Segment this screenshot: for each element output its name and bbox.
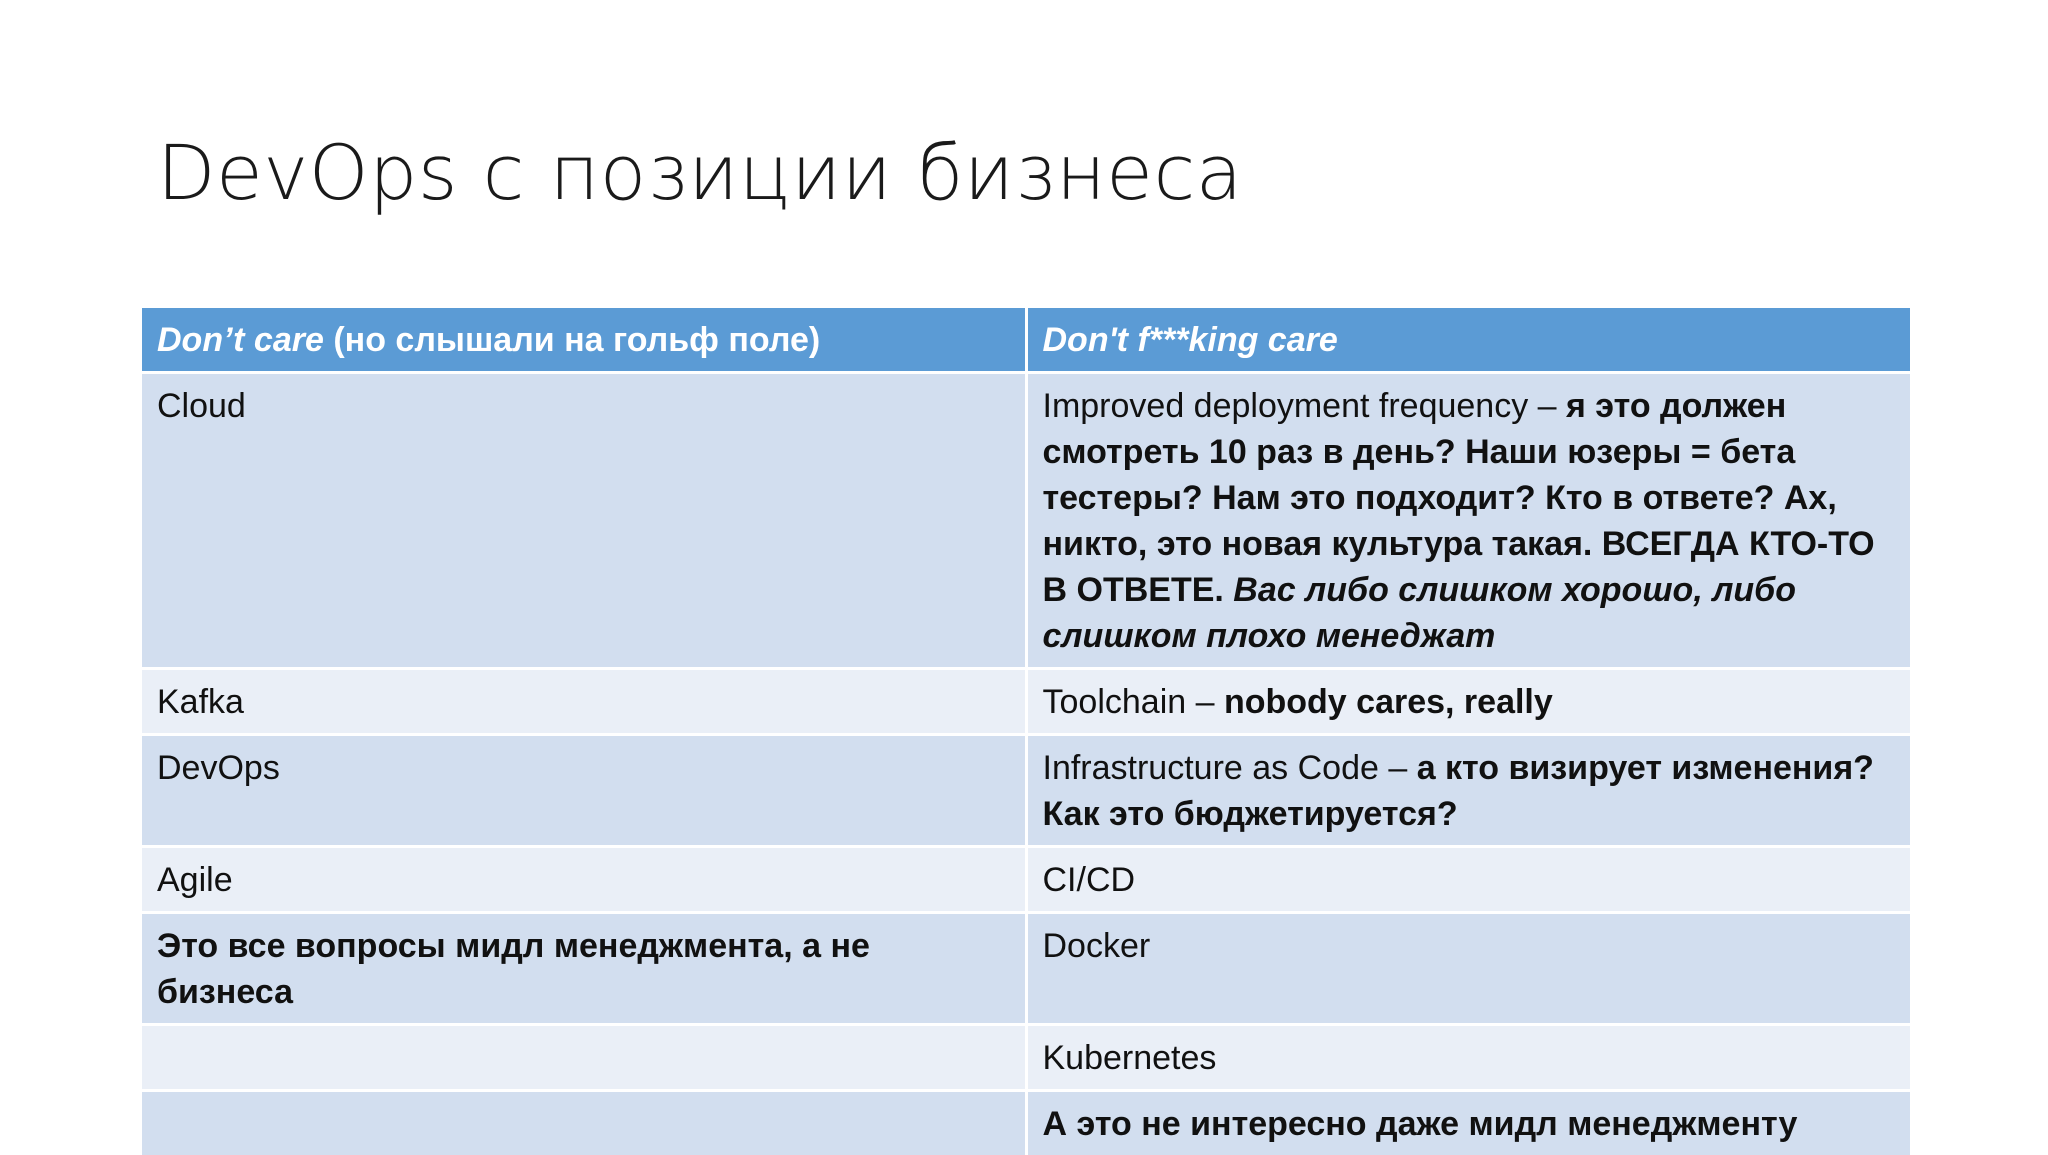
table-row	[142, 1025, 1910, 1091]
cell-agile: Agile	[142, 847, 1026, 913]
table-header-row	[142, 308, 1910, 373]
cell-text-bold-italic: Вас либо слишком хорошо, либо слишком плохо менеджат	[1043, 571, 1796, 655]
header-dont-care-note: (но слышали на гольф поле)	[324, 321, 820, 359]
table-row	[142, 913, 1910, 1025]
table-row	[142, 373, 1910, 669]
header-dont-care	[142, 308, 1026, 373]
header-dont-care-italic: Don’t care	[157, 321, 324, 359]
cell-kafka: Kafka	[142, 669, 1026, 735]
table-row	[142, 669, 1910, 735]
cell-ci-cd: CI/CD	[1026, 847, 1910, 913]
cell-text-plain: Infrastructure as Code –	[1043, 749, 1417, 787]
table-row	[142, 1091, 1910, 1155]
cell-cloud: Cloud	[142, 373, 1026, 669]
cell-text-bold: nobody cares, really	[1224, 683, 1553, 721]
table-row	[142, 847, 1910, 913]
slide-title: DevOps с позиции бизнеса	[157, 118, 1243, 228]
cell-deployment-frequency	[1026, 373, 1910, 669]
cell-not-interesting-note: А это не интересно даже мидл менеджменту	[1026, 1091, 1910, 1155]
table-row	[142, 735, 1910, 847]
cell-docker: Docker	[1026, 913, 1910, 1025]
comparison-table	[142, 308, 1910, 1155]
cell-toolchain	[1026, 669, 1910, 735]
cell-text-plain: Improved deployment frequency –	[1043, 387, 1567, 425]
cell-text-bold: я это должен смотреть 10 раз в день? Наши юзеры = бета тестеры? Нам это подходит? Кто в ответе? Ах, никто, это новая культура такая. ВСЕГДА КТО-ТО В ОТВЕТЕ.	[1043, 387, 1875, 609]
cell-devops: DevOps	[142, 735, 1026, 847]
cell-infrastructure-as-code	[1026, 735, 1910, 847]
cell-middle-management-note: Это все вопросы мидл менеджмента, а не бизнеса	[142, 913, 1026, 1025]
header-dont-fking-care: Don't f***king care	[1026, 308, 1910, 373]
cell-empty	[142, 1025, 1026, 1091]
cell-kubernetes: Kubernetes	[1026, 1025, 1910, 1091]
cell-empty	[142, 1091, 1026, 1155]
cell-text-bold: а кто визирует изменения? Как это бюджетируется?	[1043, 749, 1874, 833]
cell-text-plain: Toolchain –	[1043, 683, 1224, 721]
